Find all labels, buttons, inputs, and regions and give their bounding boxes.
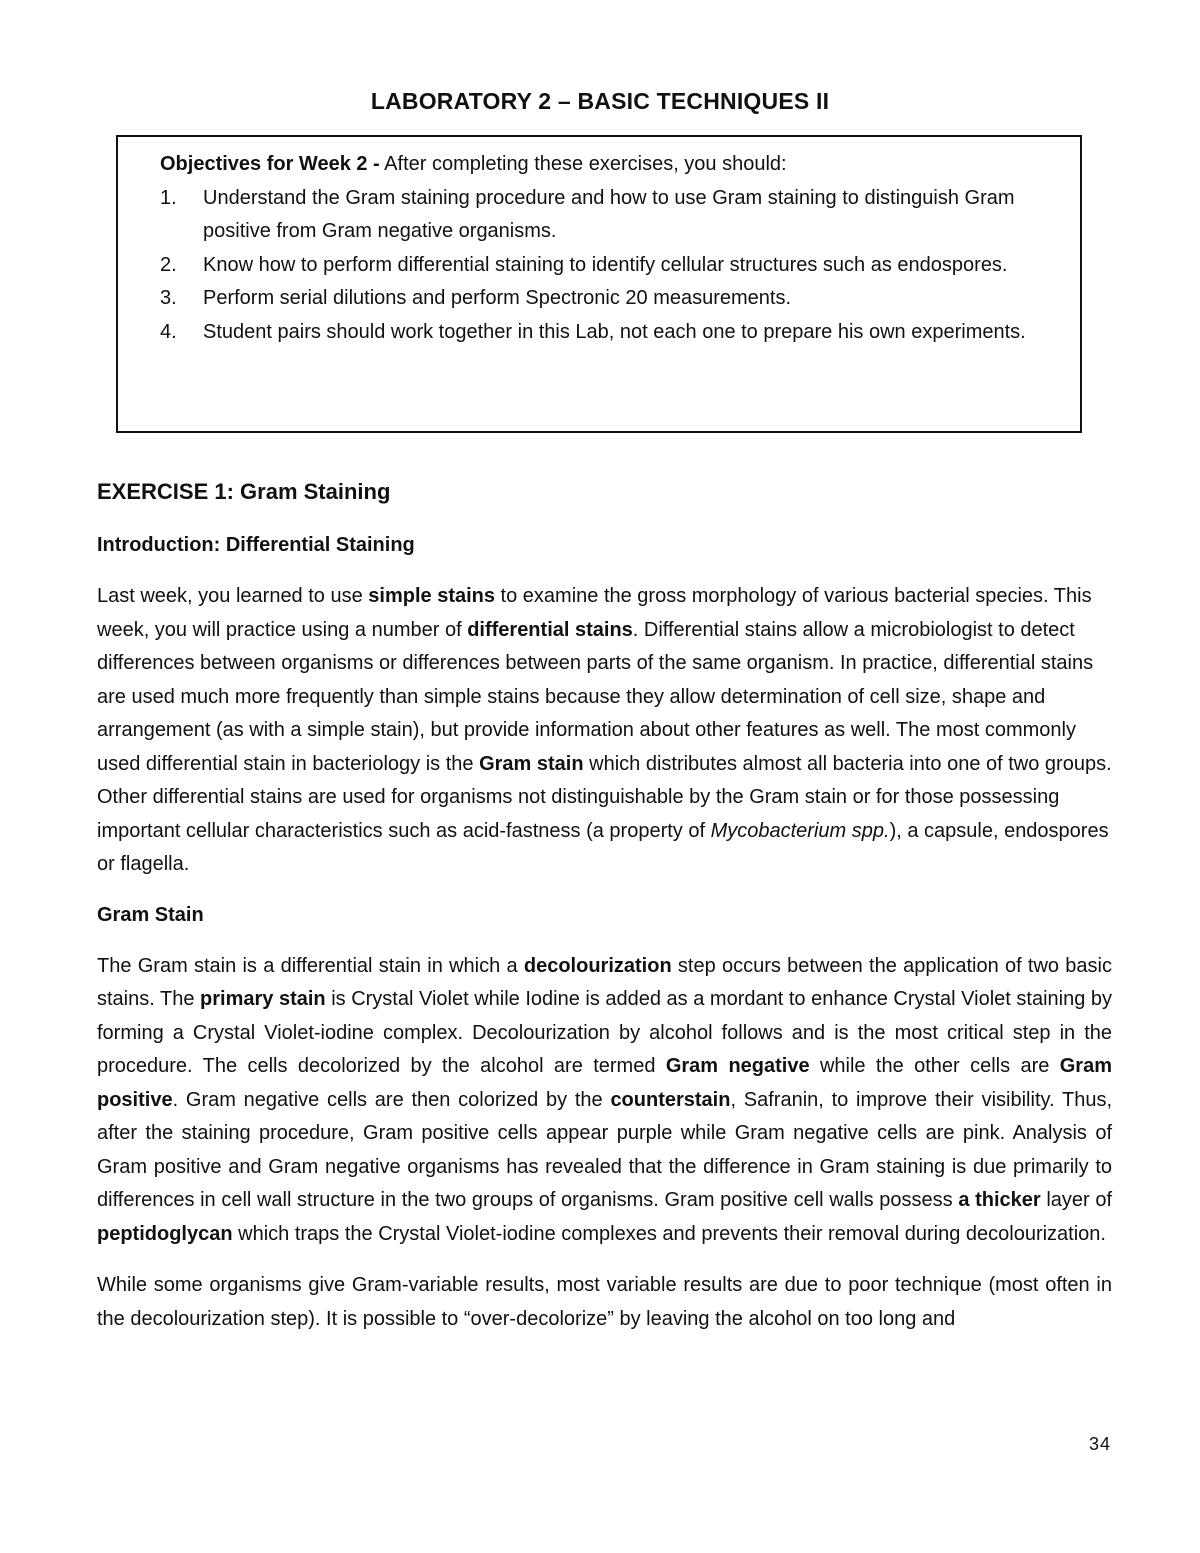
exercise-heading: EXERCISE 1: Gram Staining bbox=[97, 479, 391, 504]
objective-number: 2. bbox=[160, 253, 177, 276]
bold-term: Gram positive bbox=[97, 1055, 1112, 1111]
bold-term: simple stains bbox=[368, 585, 495, 607]
main-content bbox=[97, 476, 1112, 1354]
objectives-heading bbox=[160, 148, 1040, 182]
page-title: LABORATORY 2 – BASIC TECHNIQUES II bbox=[370, 88, 830, 114]
objective-number: 1. bbox=[160, 186, 177, 209]
bold-term: a thicker bbox=[958, 1189, 1041, 1211]
text-span: layer of bbox=[1040, 1189, 1112, 1211]
intro-heading: Introduction: Differential Staining bbox=[97, 534, 415, 556]
bold-term: primary stain bbox=[200, 988, 326, 1010]
text-span: ), a capsule, endospores or flagella. bbox=[97, 819, 1109, 875]
objective-item bbox=[160, 249, 1040, 283]
objective-item bbox=[160, 282, 1040, 316]
objective-text: Student pairs should work together in this Lab, not each one to prepare his own experiments. bbox=[203, 320, 1026, 343]
text-span: which distributes almost all bacteria into one of two groups. Other differential stains are used for organisms not distinguishable by the Gram stain or for those possessing important cellular characteristics such as acid-fastness (a property of bbox=[97, 752, 1112, 842]
objectives-box bbox=[116, 135, 1082, 433]
intro-paragraph bbox=[97, 580, 1112, 882]
objective-item bbox=[160, 316, 1040, 350]
bold-term: Gram stain bbox=[479, 752, 584, 775]
text-span: is Crystal Violet while Iodine is added as a mordant to enhance Crystal Violet staining by forming a Crystal Violet-iodine complex. Decolourization by alcohol follows and is the most critical step in the procedure. The cells decolorized by the alcohol are termed bbox=[97, 988, 1112, 1077]
objective-text: Perform serial dilutions and perform Spectronic 20 measurements. bbox=[203, 287, 792, 309]
objectives-list bbox=[160, 182, 1040, 350]
gram-stain-paragraph bbox=[97, 950, 1112, 1252]
text-span: The Gram stain is a differential stain in which a bbox=[97, 954, 524, 977]
bold-term: counterstain bbox=[610, 1088, 731, 1111]
variable-results-paragraph: While some organisms give Gram-variable results, most variable results are due to poor technique (most often in the decolourization step). It is possible to “over-decolorize” by leaving the alcohol on too long and bbox=[97, 1274, 1112, 1330]
text-span: while the other cells are bbox=[809, 1055, 1060, 1077]
objective-item bbox=[160, 182, 1040, 249]
text-span: step occurs between the application of two basic stains. The bbox=[97, 954, 1113, 1010]
gram-stain-heading: Gram Stain bbox=[97, 903, 204, 926]
objectives-heading-bold: Objectives for Week 2 - bbox=[160, 153, 380, 175]
objective-number: 4. bbox=[160, 320, 177, 343]
text-span: . Gram negative cells are then colorized by the bbox=[172, 1088, 611, 1111]
text-span: , Safranin, to improve their visibility. Thus, after the staining procedure, Gram positive cells appear purple while Gram negative cells are pink. Analysis of Gram positive and Gram negative organisms has revealed that the difference in Gram staining is due primarily to differences in cell wall structure in the two groups of organisms. Gram positive cell walls possess bbox=[97, 1088, 1112, 1211]
page-number: 34 bbox=[1088, 1434, 1111, 1454]
bold-term: decolourization bbox=[523, 954, 672, 977]
objective-number: 3. bbox=[160, 287, 177, 309]
text-span: . Differential stains allow a microbiologist to detect differences between organisms or differences between parts of the same organism. In practice, differential stains are used much more frequently than simple stains because they allow determination of cell size, shape and arrangement (as with a simple stain), but provide information about other features as well. The most commonly used differential stain in bacteriology is the bbox=[97, 618, 1094, 775]
bold-term: differential stains bbox=[467, 618, 633, 641]
text-span: to examine the gross morphology of various bacterial species. This week, you will practice using a number of bbox=[97, 585, 1092, 641]
objective-text: Know how to perform differential staining to identify cellular structures such as endospores. bbox=[203, 253, 1008, 276]
objective-text: Understand the Gram staining procedure and how to use Gram staining to distinguish Gram positive from Gram negative organisms. bbox=[203, 186, 1015, 242]
text-span: which traps the Crystal Violet-iodine complexes and prevents their removal during decolourization. bbox=[232, 1222, 1106, 1245]
text-span: Last week, you learned to use bbox=[97, 585, 369, 607]
italic-term: Mycobacterium spp. bbox=[710, 819, 890, 842]
bold-term: peptidoglycan bbox=[97, 1222, 233, 1245]
objectives-heading-rest: After completing these exercises, you should: bbox=[379, 153, 787, 175]
bold-term: Gram negative bbox=[665, 1055, 810, 1077]
